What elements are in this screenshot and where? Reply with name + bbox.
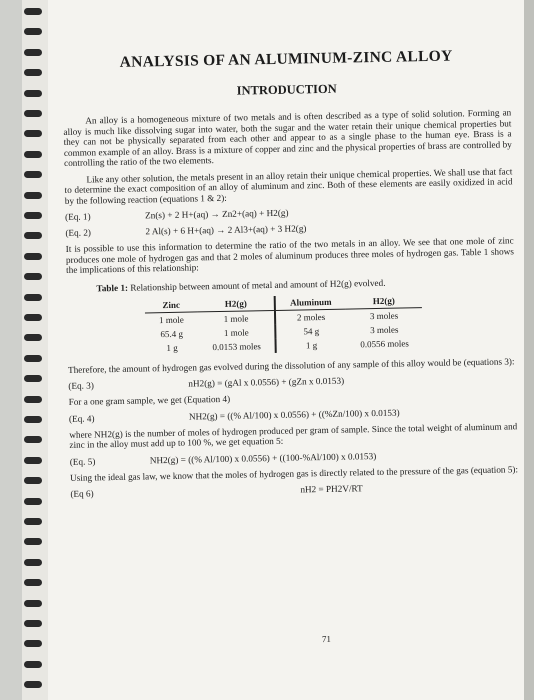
binding-hole (24, 90, 42, 97)
section-heading: INTRODUCTION (236, 81, 337, 98)
paragraph-2: Like any other solution, the metals present in an alloy retain their unique chemical properties. We shall use that fact to determine the exact composition of an alloy of aluminum and zinc. Both of these elements are easily oxidized in acid by the following reaction (equations 1 & 2): (64, 165, 513, 206)
binding-hole (24, 661, 42, 668)
binding-hole (24, 110, 42, 117)
binding-hole (24, 498, 42, 505)
binding-hole (24, 69, 42, 76)
equation-2: (Eq. 2) 2 Al(s) + 6 H+(aq) → 2 Al3+(aq) + 3 H2(g) (65, 223, 307, 238)
binding-hole (24, 232, 42, 239)
equation-6: (Eq 6) nH2 = PH2V/RT (70, 483, 363, 499)
binding-hole (24, 559, 42, 566)
table-caption: Table 1: Relationship between amount of metal and amount of H2(g) evolved. (96, 277, 386, 293)
table-cell: 1 mole (223, 326, 249, 338)
binding-hole (24, 253, 42, 260)
equation-4: (Eq. 4) NH2(g) = ((% Al/100) x 0.0556) + ((%Zn/100) x 0.0153) (68, 407, 400, 424)
binding-hole (24, 314, 42, 321)
binding-hole (24, 681, 42, 688)
binding-hole (24, 600, 42, 607)
binding-hole (24, 171, 42, 178)
table-cell: 0.0556 moles (360, 337, 409, 349)
page-number: 71 (321, 633, 332, 645)
paragraph-4: Therefore, the amount of hydrogen gas evolved during the dissolution of any sample of this alloy would be (equations 3): (67, 355, 515, 375)
binding-hole (24, 620, 42, 627)
binding-hole (24, 538, 42, 545)
data-table (145, 293, 423, 355)
document-title: ANALYSIS OF AN ALUMINUM-ZINC ALLOY (119, 47, 453, 71)
binding-hole (24, 192, 42, 199)
binding-hole (24, 49, 42, 56)
equation-1: (Eq. 1) Zn(s) + 2 H+(aq) → Zn2+(aq) + H2(g) (65, 207, 289, 222)
binding-hole (24, 477, 42, 484)
binding-hole (24, 273, 42, 280)
binding-hole (24, 212, 42, 219)
equation-3: (Eq. 3) nH2(g) = (gAl x 0.0556) + (gZn x 0.0153) (68, 375, 345, 391)
paragraph-3: It is possible to use this information to determine the ratio of the two metals in an alloy. We see that one mole of zinc produces one mole of hydrogen gas and that 2 moles of aluminum produces three moles of hydrogen gas. Table 1 shows the implications of this relationship: (65, 235, 514, 275)
table-cell: 2 moles (275, 309, 346, 325)
binding-hole (24, 579, 42, 586)
paragraph-7: Using the ideal gas law, we know that the moles of hydrogen gas is directly related to the pressure of the gas (equation 5): (70, 463, 519, 483)
paragraph-1: An alloy is a homogeneous mixture of two metals and is often described as a type of solid solution. Forming an alloy is much like dissolving sugar into water, both the sugar and the water retain their unique chemical properties but they can not be physically separated from each other and appear to as a single phase to the human eye. Brass is a common example of an alloy. Brass is a mixture of copper and zinc and the physical properties of brass are controlled by controlling the ratio of the two elements. (63, 107, 512, 168)
binding-hole (24, 457, 42, 464)
table-cell: 1 mole (159, 314, 184, 325)
binding-hole (24, 436, 42, 443)
table-cell: 1 g (276, 337, 347, 352)
table-cell: 3 moles (370, 324, 399, 335)
table-cell: 54 g (275, 323, 346, 338)
binding-hole (24, 396, 42, 403)
spiral-binding (22, 0, 48, 700)
binding-hole (24, 334, 42, 341)
table-header: Zinc (145, 297, 198, 313)
table-cell: 1 mole (223, 312, 249, 324)
page-edge (524, 0, 534, 700)
binding-hole (24, 375, 42, 382)
binding-hole (24, 416, 42, 423)
table-header: H2(g) (197, 295, 275, 311)
paragraph-5: For a one gram sample, we get (Equation 4) (68, 393, 231, 407)
table-cell: 0.0153 moles (212, 340, 261, 352)
binding-hole (24, 130, 42, 137)
binding-hole (24, 28, 42, 35)
binding-hole (24, 518, 42, 525)
table-header: Aluminum (275, 294, 346, 310)
binding-hole (24, 355, 42, 362)
paragraph-6: where NH2(g) is the number of moles of hydrogen produced per gram of sample. Since the total weight of aluminum and zinc in the alloy must add up to 100 %, we get equation 5: (69, 420, 518, 450)
page-content (62, 46, 519, 505)
table-cell: 3 moles (369, 310, 399, 321)
document-page (22, 0, 534, 700)
table-cell: 65.4 g (160, 328, 184, 339)
table-header: H2(g) (345, 293, 422, 309)
binding-hole (24, 294, 42, 301)
table-cell: 1 g (166, 342, 178, 353)
equation-5: (Eq. 5) NH2(g) = ((% Al/100) x 0.0556) + ((100-%Al/100) x 0.0153) (69, 450, 377, 467)
binding-hole (24, 640, 42, 647)
binding-hole (24, 8, 42, 15)
binding-hole (24, 151, 42, 158)
